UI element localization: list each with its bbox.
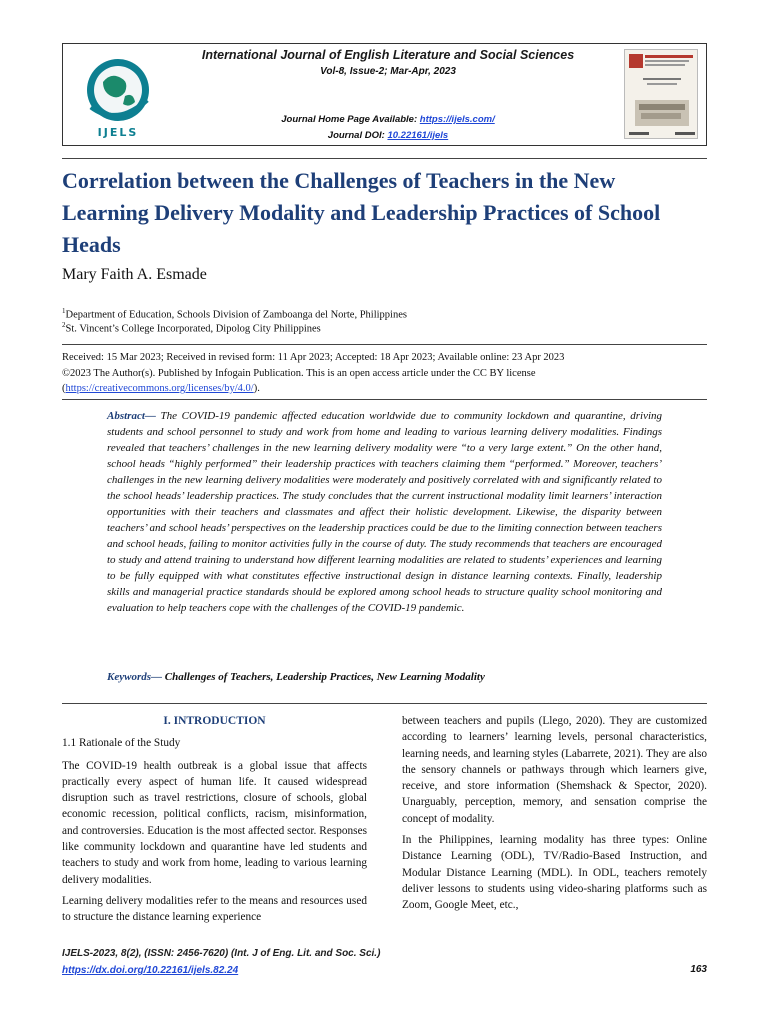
page-number: 163	[690, 964, 707, 975]
page-footer	[62, 948, 707, 976]
journal-header	[62, 43, 707, 146]
keywords	[107, 671, 662, 683]
body-divider	[62, 703, 707, 704]
left-column	[62, 713, 367, 931]
logo-wordmark: IJELS	[97, 126, 139, 139]
article-author: Mary Faith A. Esmade	[62, 266, 207, 283]
right-column	[402, 713, 707, 919]
license-line	[62, 381, 707, 397]
affiliation-1	[62, 307, 407, 321]
journal-title: International Journal of English Literature and Social Sciences	[201, 48, 575, 62]
affiliation-divider	[62, 344, 707, 345]
paragraph: In the Philippines, learning modality has three types: Online Distance Learning (ODL), TV/Radio-Based Instruction, and Modular Distance Learning (MDL). In ODL, teachers remotely deliver lessons to students using video-sharing platforms such as Zoom, Google Meet, etc.,	[402, 834, 707, 912]
section-heading: I. INTRODUCTION	[163, 715, 266, 727]
affiliation-1-num: 1	[62, 307, 66, 315]
journal-home-line	[173, 114, 603, 125]
doi-label: Journal DOI:	[327, 130, 385, 141]
doi-link[interactable]: 10.22161/ijels	[387, 130, 449, 141]
abstract	[107, 408, 662, 616]
license-link[interactable]: https://creativecommons.org/licenses/by/4.0/	[65, 383, 254, 394]
paragraph: The COVID-19 health outbreak is a global issue that affects practically every aspect of human life. It caused widespread disruption such as travel restrictions, closure of schools, global economic recession, political conflicts, racism, misinformation, and controversies. Education is the most affected sector. Responses like community lockdown and quarantine have led students and teachers to study and work from home, leading to various learning delivery modalities.	[62, 759, 367, 886]
license-open: (	[62, 383, 66, 394]
home-link[interactable]: https://ijels.com/	[419, 114, 495, 125]
affiliation-2	[62, 321, 321, 335]
paragraph: between teachers and pupils (Llego, 2020). They are customized according to learners’ learning levels, personal characteristics, learning needs, and learning styles (Labarrete, 2021). They are also the sensory channels or pathways through which learners give, receive, and store information (Shemshack & Spector, 2020). Unarguably, perception, memory, and sensation comprise the concept of modality.	[402, 715, 707, 825]
affiliation-1-text: Department of Education, Schools Division of Zamboanga del Norte, Philippines	[65, 309, 407, 321]
abstract-divider	[62, 399, 707, 400]
affiliation-2-num: 2	[62, 321, 66, 329]
header-divider	[62, 158, 707, 159]
keywords-label: Keywords—	[107, 671, 162, 683]
article-title: Correlation between the Challenges of Teachers in the New Learning Delivery Modality and Leadership Practices of School Heads	[62, 168, 661, 257]
affiliation-2-text: St. Vincent’s College Incorporated, Dipolog City Philippines	[65, 323, 321, 335]
journal-doi-line	[173, 130, 603, 141]
publication-info	[62, 350, 707, 397]
received-dates: Received: 15 Mar 2023; Received in revised form: 11 Apr 2023; Accepted: 18 Apr 2023; Available online: 23 Apr 2023	[62, 352, 565, 363]
journal-volume: Vol-8, Issue-2; Mar-Apr, 2023	[320, 66, 456, 77]
keywords-text: Challenges of Teachers, Leadership Practices, New Learning Modality	[164, 671, 485, 683]
abstract-label: Abstract—	[107, 410, 156, 422]
journal-cover-thumbnail	[624, 49, 698, 139]
paragraph: Learning delivery modalities refer to the means and resources used to structure the distance learning experience	[62, 894, 367, 924]
footer-doi-link[interactable]: https://dx.doi.org/10.22161/ijels.82.24	[62, 965, 239, 976]
home-label: Journal Home Page Available:	[281, 114, 418, 125]
subsection-heading: 1.1 Rationale of the Study	[62, 737, 181, 750]
copyright-notice: ©2023 The Author(s). Published by Infogain Publication. This is an open access article under the CC BY license	[62, 367, 536, 379]
abstract-text: The COVID-19 pandemic affected education worldwide due to community lockdown and quarantine, driving students and school personnel to study and work from home and leading to various learning delivery modalities. Findings revealed that teachers’ challenges in the new learning delivery modality were “to a very large extent.” On the other hand, school heads “highly performed” their leadership practices with teachers claiming them “performed.” Moreover, teachers’ challenges in the new learning delivery modalities were moderately and positively correlated with and significantly related to the school heads’ leadership practices. The study concludes that the current instructional modality limit learners’ interaction opportunities with their teachers and classmates and affect their holistic development. Likewise, the disparity between teachers’ and school heads’ perspectives on the leadership practices could be due to the limiting connection between teachers and school heads, failing to monitor activities fully in the course of duty. The study recommends that teachers are encouraged to study and attend training to understand how different learning modalities are related to students’ experiences and learning to be fully equipped with what constitutes effective instructional design in distance learning contexts. Finally, leadership skills and managerial practice standards should be explored among school heads to structure quality school monitoring and evaluation to help teachers cope with the challenges of the COVID-19 pandemic.	[107, 410, 663, 614]
license-close: ).	[253, 383, 260, 394]
footer-citation: IJELS-2023, 8(2), (ISSN: 2456-7620) (Int. J of Eng. Lit. and Soc. Sci.)	[62, 948, 381, 959]
journal-logo	[73, 52, 163, 140]
